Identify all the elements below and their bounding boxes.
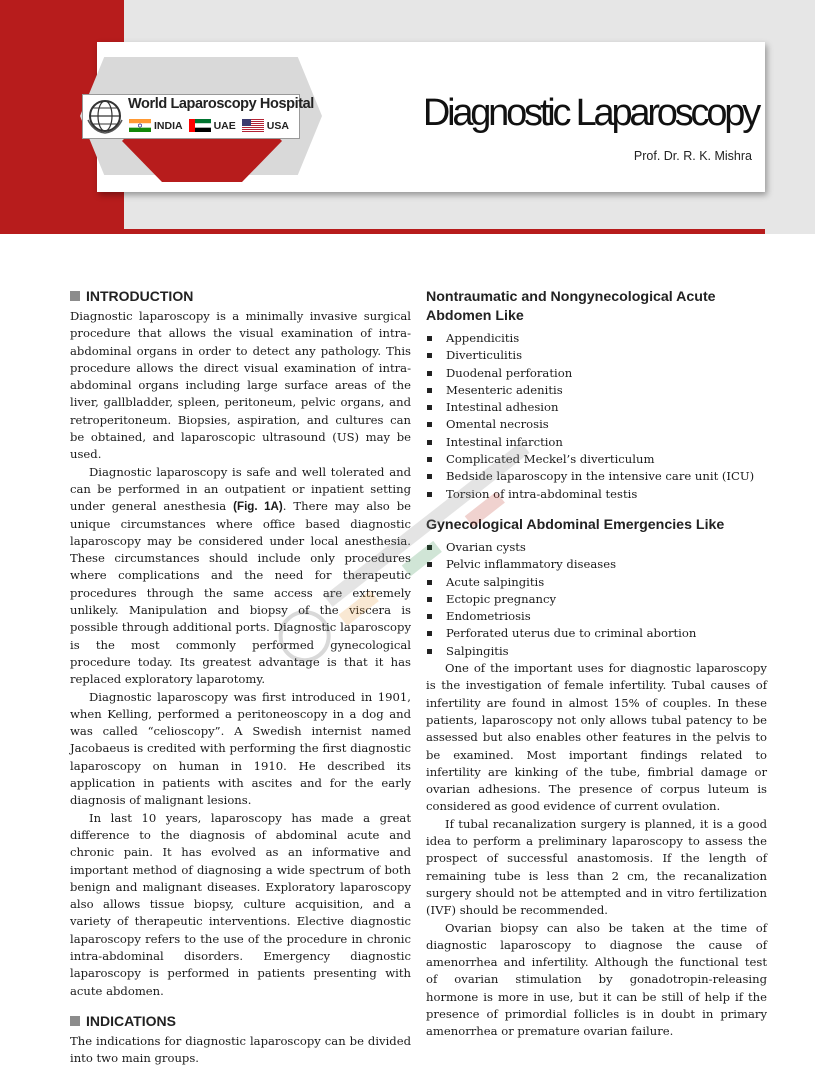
section-gap bbox=[70, 1000, 411, 1013]
list-item: Intestinal infarction bbox=[426, 434, 767, 451]
india-flag-icon bbox=[129, 119, 151, 132]
list-item: Pelvic inflammatory diseases bbox=[426, 556, 767, 573]
recanalization-paragraph: If tubal recanalization surgery is planned, it is a good idea to perform a preliminary laparoscopy to assess the prospect of successful anastomosis. If the length of remaining tube is less than 2 cm, the recanalization surgery should not be attempted and in vitro fertilization (IVF) should be recommended. bbox=[426, 816, 767, 918]
intro-paragraph-2-end: . There may also be unique circumstances where office based diagnostic laparoscopy may be considered under local anesthesia. These circumstances should include only procedures where complications and the need for therapeutic procedures through the same access are extremely unlikely. Manipulation and biopsy of the viscera is possible through additional ports. Diagnostic laparoscopy is the most commonly performed gynecological procedure today. Its greatest advantage is that it has replaced exploratory laparotomy. bbox=[70, 499, 411, 687]
list-item: Omental necrosis bbox=[426, 416, 767, 433]
hospital-logo bbox=[82, 94, 314, 139]
list-item: Diverticulitis bbox=[426, 347, 767, 364]
indications-heading-text: INDICATIONS bbox=[86, 1012, 176, 1029]
section-gap bbox=[426, 503, 767, 516]
introduction-heading bbox=[70, 288, 411, 304]
list-item: Mesenteric adenitis bbox=[426, 382, 767, 399]
list-item: Endometriosis bbox=[426, 608, 767, 625]
uae-flag-icon bbox=[189, 119, 211, 132]
indications-paragraph: The indications for diagnostic laparoscopy can be divided into two main groups. bbox=[70, 1033, 411, 1066]
list-item: Perforated uterus due to criminal abortion bbox=[426, 625, 767, 642]
ovarian-biopsy-paragraph: Ovarian biopsy can also be taken at the time of diagnostic laparoscopy to diagnose the cause of amenorrhea and infertility. Although the functional test of ovarian stimulation by gonadotropin-releasing hormone is more in use, but it can be still of help if the presence of primordial follicles is in doubt in primary amenorrhea or premature ovarian failure. bbox=[426, 920, 767, 1039]
intro-paragraph-2 bbox=[70, 464, 411, 689]
left-column bbox=[70, 288, 411, 1067]
indications-heading bbox=[70, 1013, 411, 1029]
nontraumatic-list bbox=[426, 330, 767, 503]
country-india: INDIA bbox=[154, 119, 183, 132]
list-item: Complicated Meckel’s diverticulum bbox=[426, 451, 767, 468]
list-item: Duodenal perforation bbox=[426, 365, 767, 382]
list-item: Intestinal adhesion bbox=[426, 399, 767, 416]
nontraumatic-heading: Nontraumatic and Nongynecological Acute Abdomen Like bbox=[426, 289, 716, 324]
gynecological-heading: Gynecological Abdominal Emergencies Like bbox=[426, 516, 725, 533]
intro-paragraph-1: Diagnostic laparoscopy is a minimally invasive surgical procedure that allows the visual examination of intra-abdominal organs in order to detect any pathology. This procedure allows the direct visual examination of intra-abdominal organs including large surface areas of the liver, gallbladder, spleen, peritoneum, pelvic organs, and retroperitoneum. Biopsies, aspiration, and cultures can be obtained, and laparoscopic ultrasound (US) may be used. bbox=[70, 309, 411, 462]
list-item: Salpingitis bbox=[426, 643, 767, 660]
gynecological-list bbox=[426, 539, 767, 660]
intro-paragraph-4: In last 10 years, laparoscopy has made a great difference to the diagnosis of abdominal acute and chronic pain. It has evolved as an informative and important method of diagnosing a wide spectrum of both benign and malignant diseases. Exploratory laparoscopy also allows tissue biopsy, culture acquisition, and a variety of therapeutic interventions. Elective diagnostic laparoscopy refers to the use of the procedure in chronic intra-abdominal disorders. Emergency diagnostic laparoscopy is performed in patients presenting with acute abdomen. bbox=[70, 810, 411, 998]
list-item: Appendicitis bbox=[426, 330, 767, 347]
logo-name: World Laparoscopy Hospital bbox=[128, 96, 314, 112]
list-item: Torsion of intra-abdominal testis bbox=[426, 486, 767, 503]
header-red-rule bbox=[124, 229, 765, 234]
section-square-icon bbox=[70, 291, 80, 301]
list-item: Bedside laparoscopy in the intensive care unit (ICU) bbox=[426, 468, 767, 485]
introduction-heading-text: INTRODUCTION bbox=[86, 288, 194, 304]
list-item: Acute salpingitis bbox=[426, 574, 767, 591]
infertility-paragraph: One of the important uses for diagnostic laparoscopy is the investigation of female infertility. Tubal causes of infertility are found in almost 15% of couples. In these patients, laparoscopy not only allows tubal patency to be assessed but also enables other features in the pelvis to be examined. Most important findings related to infertility are kinking of the tube, fimbrial damage or ovarian adhesions. The presence of corpus luteum is considered as good evidence of current ovulation. bbox=[426, 661, 767, 814]
usa-flag-icon bbox=[242, 119, 264, 132]
intro-paragraph-2-start: Diagnostic laparoscopy is safe and well tolerated and can be performed in an outpatient or inpatient setting under general anesthesia bbox=[70, 464, 411, 514]
intro-paragraph-3: Diagnostic laparoscopy was first introduced in 1901, when Kelling, performed a peritoneoscopy in a dog and was called “celioscopy”. A Swedish internist named Jacobaeus is credited with performing the first diagnostic laparoscopy on human in 1910. He described its application in patients with ascites and for the early diagnosis of malignant lesions. bbox=[70, 689, 411, 808]
country-usa: USA bbox=[266, 119, 289, 132]
logo-country-row bbox=[129, 119, 292, 132]
page-title: Diagnostic Laparoscopy bbox=[422, 92, 758, 134]
country-uae: UAE bbox=[213, 119, 236, 132]
list-item: Ovarian cysts bbox=[426, 539, 767, 556]
figure-reference: (Fig. 1A) bbox=[233, 500, 283, 514]
list-item: Ectopic pregnancy bbox=[426, 591, 767, 608]
section-square-icon bbox=[70, 1016, 80, 1026]
author-name: Prof. Dr. R. K. Mishra bbox=[633, 149, 752, 163]
globe-emblem-icon bbox=[86, 98, 124, 134]
right-column bbox=[426, 288, 767, 1041]
